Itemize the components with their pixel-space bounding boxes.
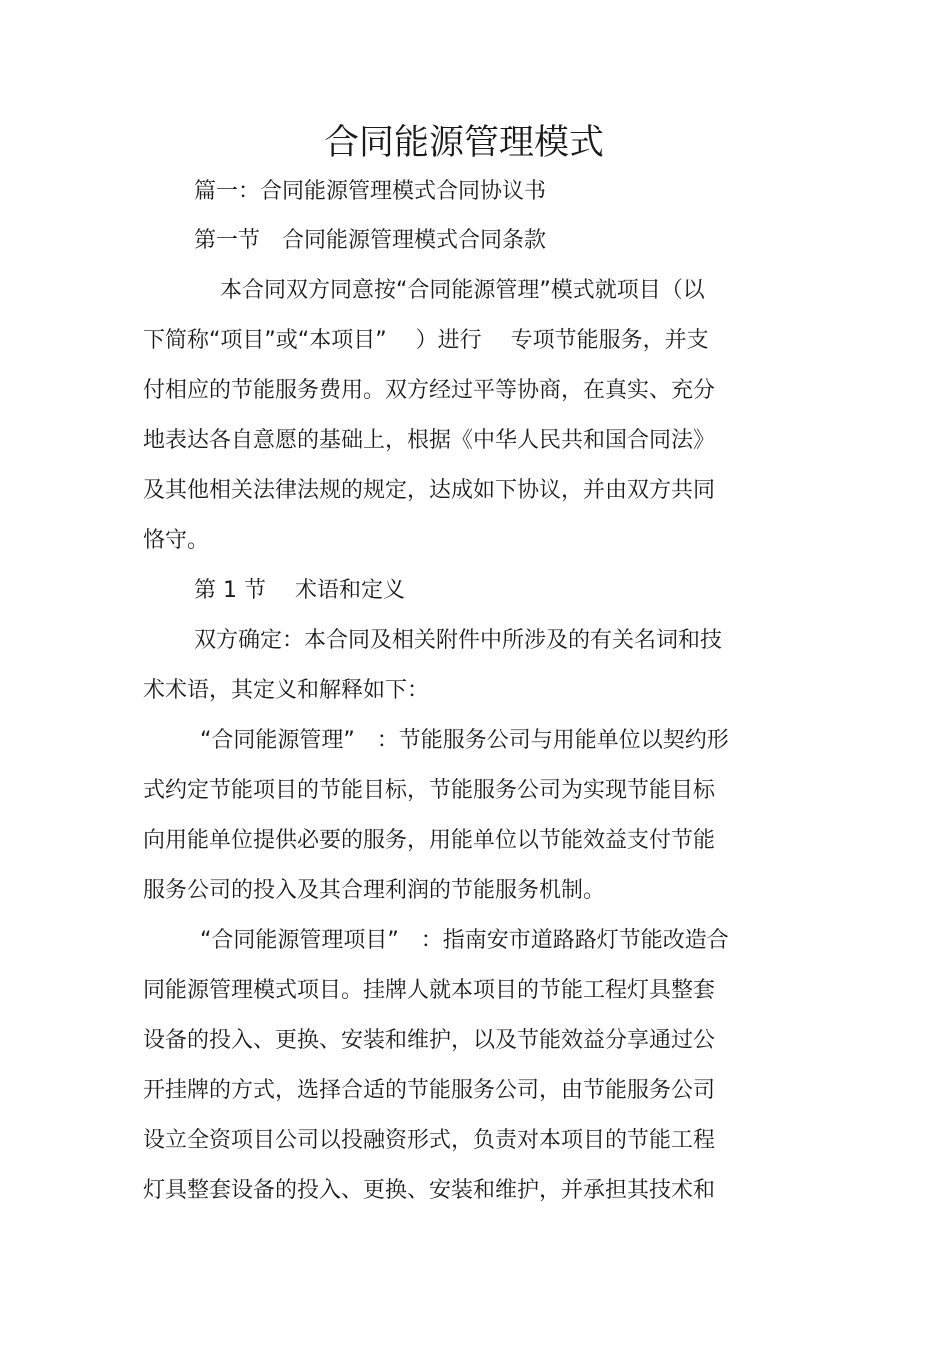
paragraph-line: 及其他相关法律法规的规定，达成如下协议，并由双方共同: [143, 478, 716, 503]
paragraph-line: 本合同双方同意按“合同能源管理”模式就项目（以: [220, 278, 705, 303]
paragraph-line: 双方确定：本合同及相关附件中所涉及的有关名词和技: [194, 628, 723, 653]
paragraph-line: 向用能单位提供必要的服务，用能单位以节能效益支付节能: [143, 828, 716, 853]
paragraph-line: 灯具整套设备的投入、更换、安装和维护，并承担其技术和: [143, 1178, 716, 1203]
definition-line: “合同能源管理” ：节能服务公司与用能单位以契约形: [200, 728, 729, 753]
paragraph-line: 设备的投入、更换、安装和维护，以及节能效益分享通过公: [143, 1028, 716, 1053]
definition-line: “合同能源管理项目” ：指南安市道路路灯节能改造合: [200, 928, 729, 953]
paragraph-line: 设立全资项目公司以投融资形式，负责对本项目的节能工程: [143, 1128, 716, 1153]
paragraph-line: 恪守。: [143, 528, 210, 553]
section-heading: 第一节 合同能源管理模式合同条款: [194, 228, 547, 253]
document-title: 合同能源管理模式: [323, 123, 604, 163]
paragraph-line: 服务公司的投入及其合理利润的节能服务机制。: [143, 878, 606, 903]
paragraph-line: 术术语，其定义和解释如下：: [143, 678, 430, 703]
section-heading: 第 1 节 术语和定义: [194, 578, 405, 603]
section-heading: 篇一：合同能源管理模式合同协议书: [194, 179, 547, 204]
paragraph-line: 同能源管理模式项目。挂牌人就本项目的节能工程灯具整套: [143, 978, 716, 1003]
paragraph-line: 开挂牌的方式，选择合适的节能服务公司，由节能服务公司: [143, 1078, 716, 1103]
paragraph-line: 式约定节能项目的节能目标，节能服务公司为实现节能目标: [143, 778, 716, 803]
paragraph-line: 付相应的节能服务费用。双方经过平等协商，在真实、充分: [143, 378, 716, 403]
paragraph-line: 地表达各自意愿的基础上，根据《中华人民共和国合同法》: [143, 428, 716, 453]
paragraph-line: 下简称“项目”或“本项目” ）进行 专项节能服务，并支: [143, 328, 709, 353]
